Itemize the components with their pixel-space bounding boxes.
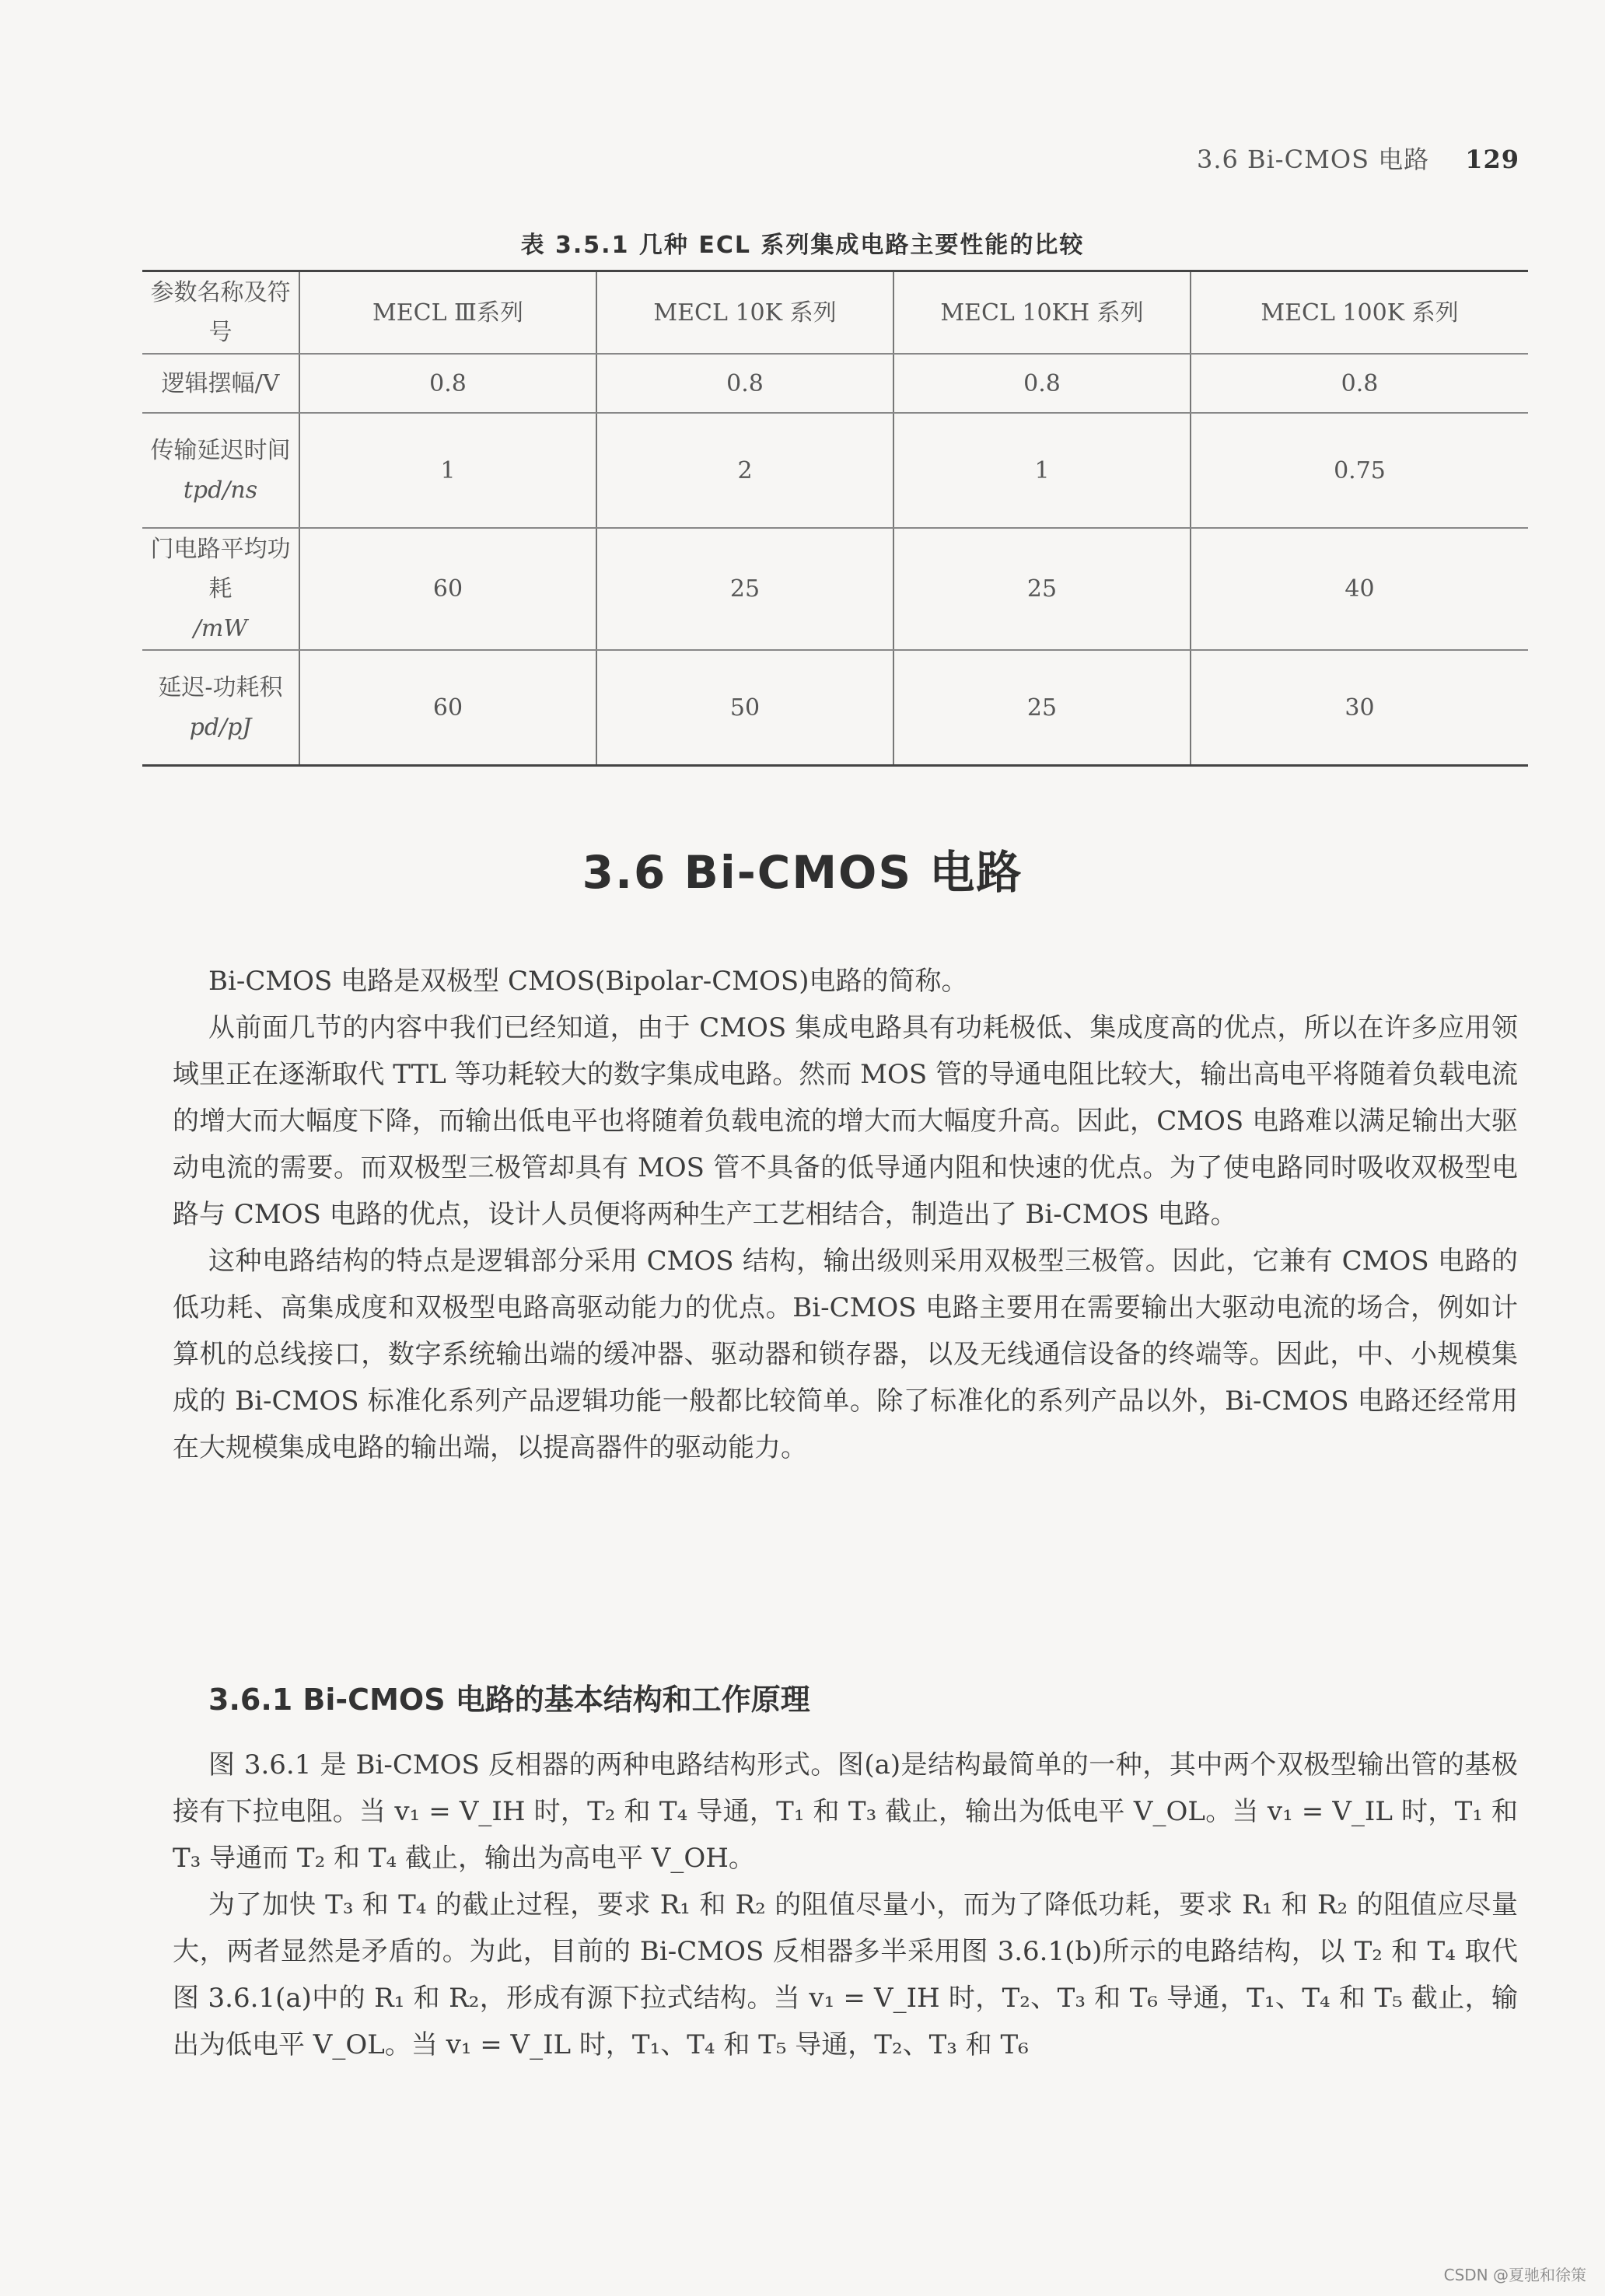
value-cell: 0.8 [1191, 354, 1528, 413]
value-cell: 1 [299, 413, 596, 528]
body-section-intro [173, 958, 1518, 1471]
value-cell: 0.8 [893, 354, 1191, 413]
paragraph: 这种电路结构的特点是逻辑部分采用 CMOS 结构，输出级则采用双极型三极管。因此，它兼有 CMOS 电路的低功耗、高集成度和双极型电路高驱动能力的优点。Bi-CMOS 电路主要用在需要输出大驱动电流的场合，例如计算机的总线接口，数字系统输出端的缓冲器、驱动器和锁存器，以及无线通信设备的终端等。因此，中、小规模集成的 Bi-CMOS 标准化系列产品逻辑功能一般都比较简单。除了标准化的系列产品以外，Bi-CMOS 电路还经常用在大规模集成电路的输出端，以提高器件的驱动能力。 [173, 1246, 1518, 1463]
param-cell [142, 413, 299, 528]
table-caption: 表 3.5.1 几种 ECL 系列集成电路主要性能的比较 [520, 232, 1085, 259]
param-name: 延迟-功耗积 [158, 674, 283, 701]
value-cell: 0.75 [1191, 413, 1528, 528]
paragraph: 从前面几节的内容中我们已经知道，由于 CMOS 集成电路具有功耗极低、集成度高的优点，所以在许多应用领域里正在逐渐取代 TTL 等功耗较大的数字集成电路。然而 MOS 管的导通电阻比较大，输出高电平将随着负载电流的增大而大幅度下降，而输出低电平也将随着负载电流的增大而大幅度升高。因此，CMOS 电路难以满足输出大驱动电流的需要。而双极型三极管却具有 MOS 管不具备的低导通内阻和快速的优点。为了使电路同时吸收双极型电路与 CMOS 电路的优点，设计人员便将两种生产工艺相结合，制造出了 Bi-CMOS 电路。 [173, 1012, 1518, 1230]
value-cell: 2 [596, 413, 893, 528]
paragraph: Bi-CMOS 电路是双极型 CMOS(Bipolar-CMOS)电路的简称。 [208, 966, 968, 997]
value-cell: 60 [299, 650, 596, 766]
param-cell [142, 528, 299, 650]
watermark: CSDN @夏驰和徐策 [1443, 2266, 1586, 2284]
running-header-section: 3.6 Bi-CMOS 电路 [1196, 145, 1430, 174]
value-cell: 25 [596, 528, 893, 650]
column-header: MECL 100K 系列 [1191, 271, 1528, 355]
paragraph: 为了加快 T₃ 和 T₄ 的截止过程，要求 R₁ 和 R₂ 的阻值尽量小，而为了降低功耗，要求 R₁ 和 R₂ 的阻值应尽量大，两者显然是矛盾的。为此，目前的 Bi-CMOS 反相器多半采用图 3.6.1(b)所示的电路结构，以 T₂ 和 T₄ 取代图 3.6.1(a)中的 R₁ 和 R₂，形成有源下拉式结构。当 v₁ = V_IH 时，T₂、T₃ 和 T₆ 导通，T₁、T₄ 和 T₅ 截止，输出为低电平 V_OL。当 v₁ = V_IL 时，T₁、T₄ 和 T₅ 导通，T₂、T₃ 和 T₆ [173, 1889, 1518, 2060]
param-unit: pd/pJ [189, 714, 252, 741]
param-unit: tpd/ns [183, 477, 258, 504]
table-header-row [142, 271, 1528, 355]
value-cell: 0.8 [299, 354, 596, 413]
running-header [1197, 140, 1519, 176]
table-row [142, 413, 1528, 528]
paragraph: 图 3.6.1 是 Bi-CMOS 反相器的两种电路结构形式。图(a)是结构最简单的一种，其中两个双极型输出管的基极接有下拉电阻。当 v₁ = V_IH 时，T₂ 和 T₄ 导通，T₁ 和 T₃ 截止，输出为低电平 V_OL。当 v₁ = V_IL 时，T₁ 和 T₃ 导通而 T₂ 和 T₄ 截止，输出为高电平 V_OH。 [173, 1749, 1518, 1874]
value-cell: 60 [299, 528, 596, 650]
param-cell [142, 354, 299, 413]
column-header: 参数名称及符号 [142, 271, 299, 355]
value-cell: 25 [893, 650, 1191, 766]
table-row [142, 354, 1528, 413]
param-cell [142, 650, 299, 766]
value-cell: 40 [1191, 528, 1528, 650]
column-header: MECL 10KH 系列 [893, 271, 1191, 355]
value-cell: 1 [893, 413, 1191, 528]
section-title: 3.6 Bi-CMOS 电路 [582, 846, 1023, 899]
value-cell: 30 [1191, 650, 1528, 766]
page-number: 129 [1465, 145, 1519, 174]
table-row [142, 650, 1528, 766]
body-section-structure [173, 1742, 1518, 2068]
column-header: MECL 10K 系列 [596, 271, 893, 355]
value-cell: 25 [893, 528, 1191, 650]
param-name: 逻辑摆幅/V [161, 369, 280, 397]
value-cell: 50 [596, 650, 893, 766]
subsection-title: 3.6.1 Bi-CMOS 电路的基本结构和工作原理 [208, 1683, 810, 1717]
table-row [142, 528, 1528, 650]
value-cell: 0.8 [596, 354, 893, 413]
param-name: 门电路平均功耗 [150, 536, 291, 603]
param-name: 传输延迟时间 [150, 437, 291, 464]
column-header: MECL Ⅲ系列 [299, 271, 596, 355]
comparison-table [142, 270, 1528, 767]
param-unit: /mW [193, 615, 248, 642]
